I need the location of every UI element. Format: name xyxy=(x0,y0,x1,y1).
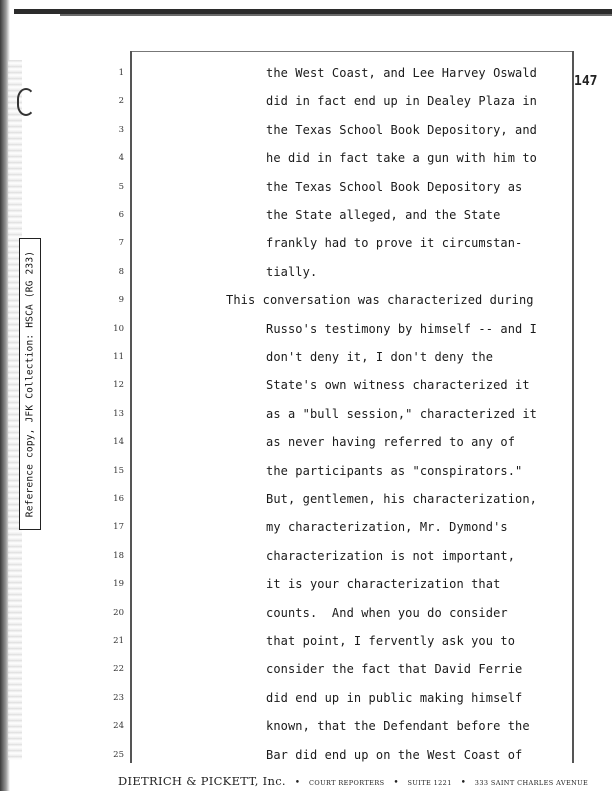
line-number: 14 xyxy=(113,437,124,448)
line-number: 21 xyxy=(113,636,124,646)
transcript-line: Bar did end up on the West Coast of xyxy=(266,747,523,762)
transcript-line: known, that the Defendant before the xyxy=(266,719,530,734)
line-number: 19 xyxy=(113,579,124,590)
line-number: 8 xyxy=(118,266,124,277)
line-number: 6 xyxy=(118,210,124,220)
line-number: 13 xyxy=(113,408,124,419)
transcript-line: characterization is not important, xyxy=(266,548,516,563)
line-number: 10 xyxy=(113,323,124,334)
line-number: 9 xyxy=(118,295,124,306)
transcript-line: frankly had to prove it circumstan- xyxy=(266,236,523,251)
page-number: 147 xyxy=(574,74,598,89)
line-number: 5 xyxy=(118,181,124,192)
footer-address: 333 SAINT CHARLES AVENUE xyxy=(474,779,589,787)
transcript-line: the Texas School Book Depository as xyxy=(266,179,523,194)
line-number: 23 xyxy=(113,692,124,703)
transcript-line: as never having referred to any of xyxy=(266,435,516,450)
transcript-line: the participants as "conspirators." xyxy=(266,463,523,478)
footer-separator: • xyxy=(294,778,301,788)
line-number: 3 xyxy=(118,124,124,135)
transcript-line: he did in fact take a gun with him to xyxy=(266,151,538,166)
transcript-line: State's own witness characterized it xyxy=(266,378,530,393)
transcript-line: Russo's testimony by himself -- and I xyxy=(266,321,538,336)
page-footer xyxy=(118,774,589,788)
line-number: 24 xyxy=(113,721,124,732)
line-number: 2 xyxy=(118,96,124,107)
footer-separator: • xyxy=(460,778,466,788)
line-number: 16 xyxy=(113,494,124,504)
line-number: 4 xyxy=(118,153,124,164)
transcript-line: don't deny it, I don't deny the xyxy=(266,350,494,364)
transcript-line: my characterization, Mr. Dymond's xyxy=(266,520,508,535)
transcript-line: as a "bull session," characterized it xyxy=(266,406,538,421)
transcript-line: consider the fact that David Ferrie xyxy=(266,662,523,677)
line-number: 7 xyxy=(118,238,124,249)
reference-stamp-text: Reference copy, JFK Collection: HSCA (RG 233) xyxy=(24,250,36,518)
transcript-line: But, gentlemen, his characterization, xyxy=(266,492,538,506)
line-number: 18 xyxy=(113,550,124,561)
footer-role: COURT REPORTERS xyxy=(308,779,385,787)
line-number: 1 xyxy=(118,68,124,78)
reference-stamp xyxy=(19,238,41,530)
line-number: 20 xyxy=(113,607,124,618)
scan-top-border-inner xyxy=(60,14,612,16)
transcript-line: the West Coast, and Lee Harvey Oswald xyxy=(266,66,538,80)
transcript-line: that point, I fervently ask you to xyxy=(266,634,516,648)
transcript-line: counts. And when you do consider xyxy=(266,605,508,620)
line-number: 12 xyxy=(113,380,124,391)
footer-suite: SUITE 1221 xyxy=(407,779,452,787)
line-number: 22 xyxy=(113,664,124,675)
line-number: 25 xyxy=(113,749,124,760)
transcript-line: tially. xyxy=(266,264,318,279)
footer-firm: DIETRICH & PICKETT, Inc. xyxy=(118,774,286,788)
transcript-line: the State alleged, and the State xyxy=(266,208,501,222)
transcript-line: This conversation was characterized during xyxy=(226,293,534,308)
transcript-line: did in fact end up in Dealey Plaza in xyxy=(266,94,538,109)
transcript-line: it is your characterization that xyxy=(266,577,501,592)
line-number: 15 xyxy=(113,465,124,476)
footer-separator: • xyxy=(393,778,399,788)
line-number: 17 xyxy=(113,522,124,533)
punch-hole-icon xyxy=(17,88,35,116)
transcript-line: did end up in public making himself xyxy=(266,690,523,705)
transcript-line: the Texas School Book Depository, and xyxy=(266,122,538,137)
line-number: 11 xyxy=(113,352,124,362)
